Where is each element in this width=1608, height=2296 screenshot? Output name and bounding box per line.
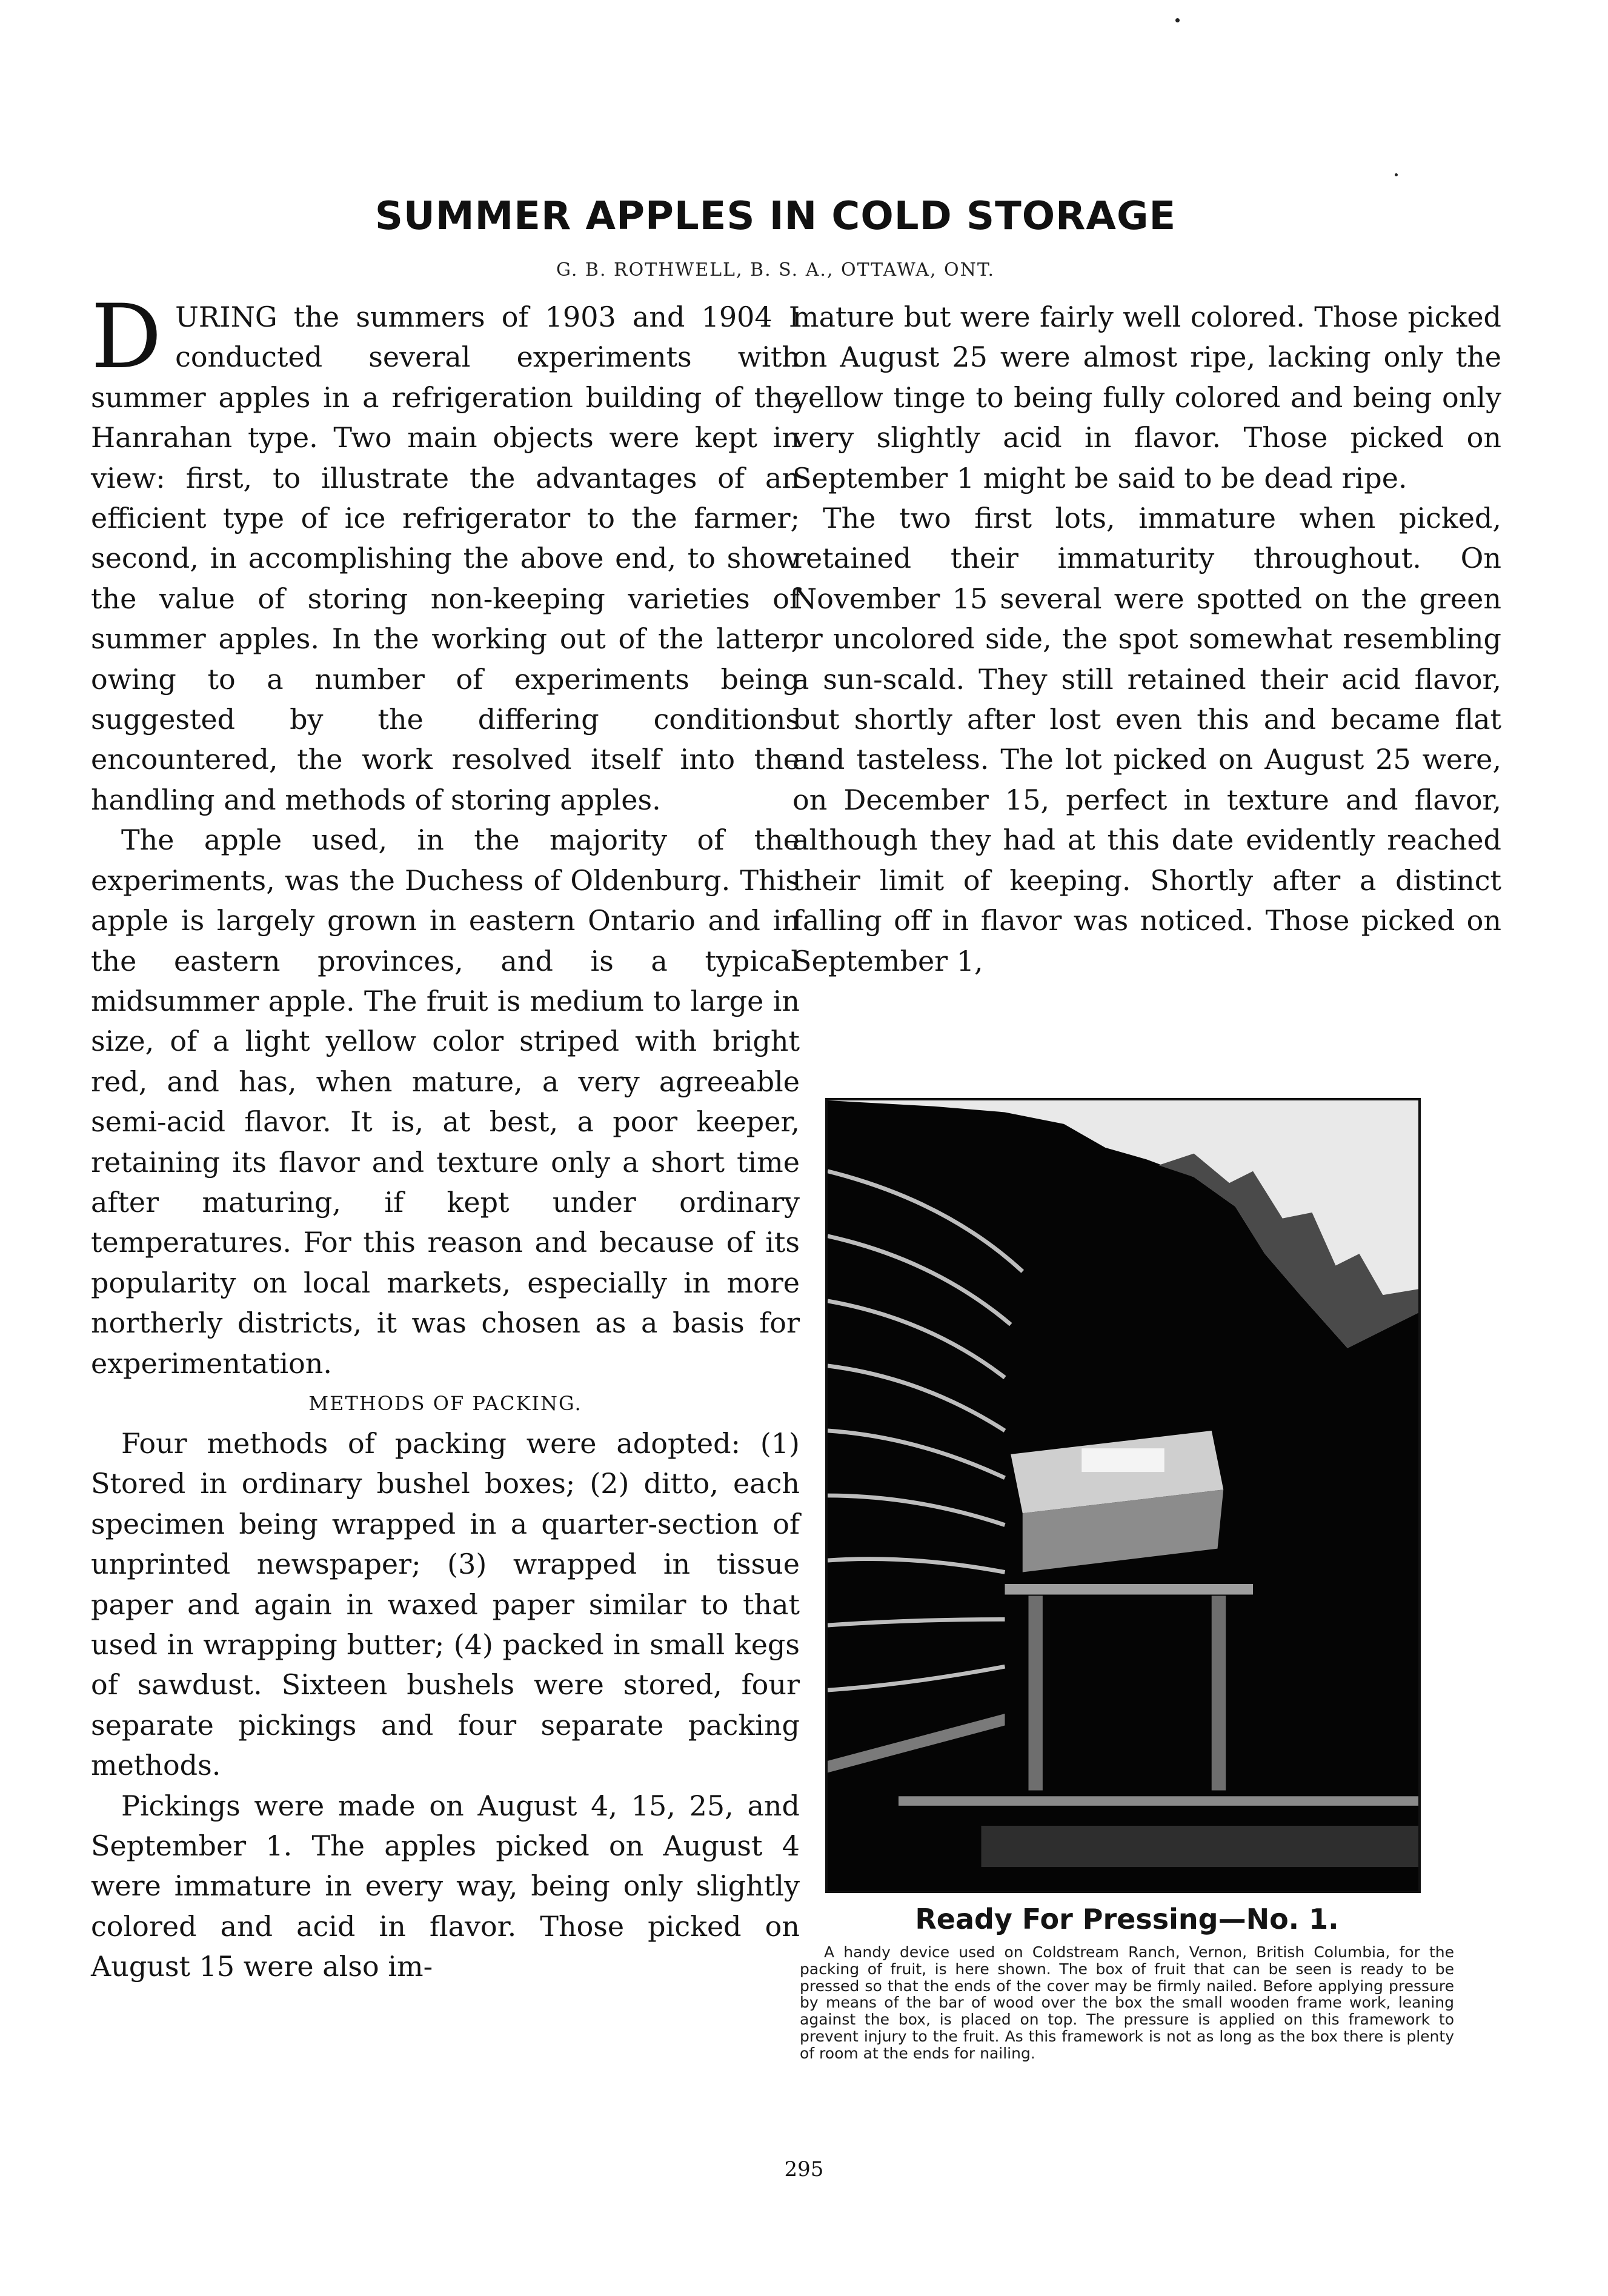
- paragraph: Pickings were made on August 4, 15, 25, and September 1. The apples picked on August 4 were immature in every way, being only slightly colored and acid in flavor. Those picked on August 15 were also im-: [91, 1789, 800, 1983]
- print-speck: [1175, 18, 1180, 22]
- paragraph-text: URING the summers of 1903 and 1904 I conducted several experiments with summer apples in a refrigeration building of the Hanrahan type. Two main objects were kept in view: first, to illustrate the advantages of an efficient type of ice refrigerator to the farmer; second, in accomplishing the above end, to show the value of storing non-keeping varieties of summer apples. In the working out of the latter, owing to a number of experiments being suggested by the differing conditions encountered, the work resolved itself into the handling and methods of storing apples.: [91, 301, 800, 816]
- paragraph: [91, 285, 800, 820]
- print-speck: [1395, 173, 1398, 176]
- paragraph: The apple used, in the majority of the experiments, was the Duchess of Oldenburg. This apple is largely grown in eastern Ontario and in the eastern provinces, and is a typical midsummer apple. The fruit is medium to large in size, of a light yellow color striped with bright red, and has, when mature, a very agreeable semi-acid flavor. It is, at best, a poor keeper, retaining its flavor and texture only a short time after maturing, if kept under ordinary temperatures. For this reason and because of its popularity on local markets, especially in more northerly districts, it was chosen as a basis for experimentation.: [91, 824, 800, 1380]
- halftone-photograph: [825, 1098, 1421, 1893]
- right-column: [792, 297, 1501, 981]
- caption-text: A handy device used on Coldstream Ranch, Vernon, British Columbia, for the packing of fruit, is here shown. The box of fruit that can be seen is ready to be pressed so that the ends of the cover may be firmly nailed. Before applying pressure by means of the bar of wood over the box the small wooden frame work, leaning against the box, is placed on top. The pressure is applied on this framework to prevent injury to the fruit. As this framework is not as long as the box there is plenty of room at the ends for nailing.: [800, 1943, 1454, 2062]
- left-column: [91, 285, 800, 1987]
- article-byline: G. B. ROTHWELL, B. S. A., OTTAWA, ONT.: [556, 259, 995, 281]
- page-number: 295: [784, 2157, 824, 2181]
- section-heading: METHODS OF PACKING.: [308, 1391, 582, 1415]
- paragraph: The two first lots, immature when picked, retained their immaturity throughout. On November 15 several were spotted on the green or uncolored side, the spot somewhat resembling a sun-scald. They still retained their acid flavor, but shortly after lost even this and became flat and tasteless. The lot picked on August 25 were, on December 15, perfect in texture and flavor, although they had at this date evidently reached their limit of keeping. Shortly after a distinct falling off in flavor was noticed. Those picked on September 1,: [792, 502, 1501, 977]
- paragraph: Four methods of packing were adopted: (1) Stored in ordinary bushel boxes; (2) ditto, each specimen being wrapped in a quarter-section of unprinted newspaper; (3) wrapped in tissue paper and again in waxed paper similar to that used in wrapping butter; (4) packed in small kegs of sawdust. Sixteen bushels were stored, four separate pickings and four separate packing methods.: [91, 1426, 800, 1782]
- paragraph: mature but were fairly well colored. Those picked on August 25 were almost ripe, lacking only the yellow tinge to being fully colored and being only very slightly acid in flavor. Those picked on September 1 might be said to be dead ripe.: [792, 301, 1501, 494]
- article-title: SUMMER APPLES IN COLD STORAGE: [374, 194, 1177, 239]
- drop-cap: D: [91, 285, 162, 388]
- caption-title: Ready For Pressing—No. 1.: [915, 1903, 1339, 1935]
- fruit-press-photo-illustration: [828, 1100, 1418, 1891]
